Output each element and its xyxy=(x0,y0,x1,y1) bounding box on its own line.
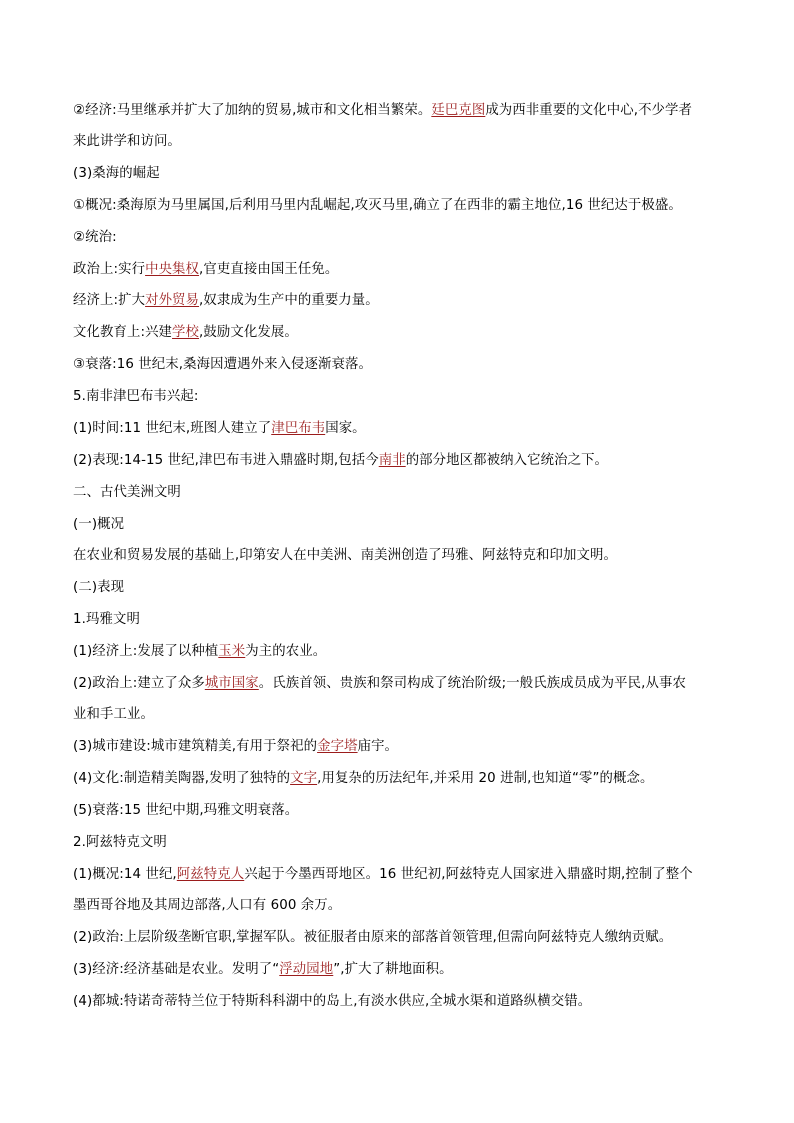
text-line: 经济上:扩大对外贸易,奴隶成为生产中的重要力量。 xyxy=(73,293,379,308)
text-line: (1)经济上:发展了以种植玉米为主的农业。 xyxy=(73,644,327,659)
key-term: 玉米 xyxy=(218,644,246,659)
subsection-heading: (一)概况 xyxy=(73,517,125,532)
text-line: 政治上:实行中央集权,官吏直接由国王任免。 xyxy=(73,262,339,277)
key-term: 学校 xyxy=(172,325,200,340)
text-line: 来此讲学和访问。 xyxy=(73,134,181,149)
key-term: 浮动园地 xyxy=(279,962,334,977)
key-term: 文字 xyxy=(290,771,318,786)
text-line: ②经济:马里继承并扩大了加纳的贸易,城市和文化相当繁荣。廷巴克图成为西非重要的文化中心,不少学者 xyxy=(73,103,693,118)
text-line: ①概况:桑海原为马里属国,后利用马里内乱崛起,攻灭马里,确立了在西非的霸主地位,16 世纪达于极盛。 xyxy=(73,198,682,213)
key-term: 阿兹特克人 xyxy=(176,867,245,882)
subsection-heading: 2.阿兹特克文明 xyxy=(73,835,167,850)
text-line: (2)政治上:建立了众多城市国家。氏族首领、贵族和祭司构成了统治阶级;一般氏族成员成为平民,从事农 xyxy=(73,676,686,691)
text-line: (4)都城:特诺奇蒂特兰位于特斯科科湖中的岛上,有淡水供应,全城水渠和道路纵横交错。 xyxy=(73,994,592,1009)
text-line: (3)经济:经济基础是农业。发明了“浮动园地”,扩大了耕地面积。 xyxy=(73,962,453,977)
text-line: (5)衰落:15 世纪中期,玛雅文明衰落。 xyxy=(73,803,299,818)
text-line: 在农业和贸易发展的基础上,印第安人在中美洲、南美洲创造了玛雅、阿兹特克和印加文明。 xyxy=(73,548,617,563)
key-term: 金字塔 xyxy=(317,739,358,754)
subsection-heading: 5.南非津巴布韦兴起: xyxy=(73,389,199,404)
key-term: 津巴布韦 xyxy=(271,421,326,436)
subsection-heading: (二)表现 xyxy=(73,580,125,595)
text-line: (1)时间:11 世纪末,班图人建立了津巴布韦国家。 xyxy=(73,421,366,436)
key-term: 城市国家 xyxy=(204,676,259,691)
text-line: 文化教育上:兴建学校,鼓励文化发展。 xyxy=(73,325,298,340)
key-term: 南非 xyxy=(378,453,406,468)
key-term: 廷巴克图 xyxy=(431,103,486,118)
subsection-heading: (3)桑海的崛起 xyxy=(73,166,160,181)
section-heading: 二、古代美洲文明 xyxy=(73,485,181,500)
text-line: (2)表现:14-15 世纪,津巴布韦进入鼎盛时期,包括今南非的部分地区都被纳入它统治之下。 xyxy=(73,453,609,468)
subsection-heading: 1.玛雅文明 xyxy=(73,612,140,627)
key-term: 中央集权 xyxy=(145,262,200,277)
key-term: 对外贸易 xyxy=(145,293,200,308)
text-line: (3)城市建设:城市建筑精美,有用于祭祀的金字塔庙宇。 xyxy=(73,739,399,754)
text-line: 业和手工业。 xyxy=(73,707,154,722)
text-line: ②统治: xyxy=(73,230,117,245)
text-line: ③衰落:16 世纪末,桑海因遭遇外来入侵逐渐衰落。 xyxy=(73,357,372,372)
text-line: (1)概况:14 世纪,阿兹特克人兴起于今墨西哥地区。16 世纪初,阿兹特克人国家进入鼎盛时期,控制了整个 xyxy=(73,867,693,882)
text-line: (4)文化:制造精美陶器,发明了独特的文字,用复杂的历法纪年,并采用 20 进制,也知道“零”的概念。 xyxy=(73,771,654,786)
text-line: 墨西哥谷地及其周边部落,人口有 600 余万。 xyxy=(73,898,342,913)
text-line: (2)政治:上层阶级垄断官职,掌握军队。被征服者由原来的部落首领管理,但需向阿兹特克人缴纳贡赋。 xyxy=(73,930,673,945)
